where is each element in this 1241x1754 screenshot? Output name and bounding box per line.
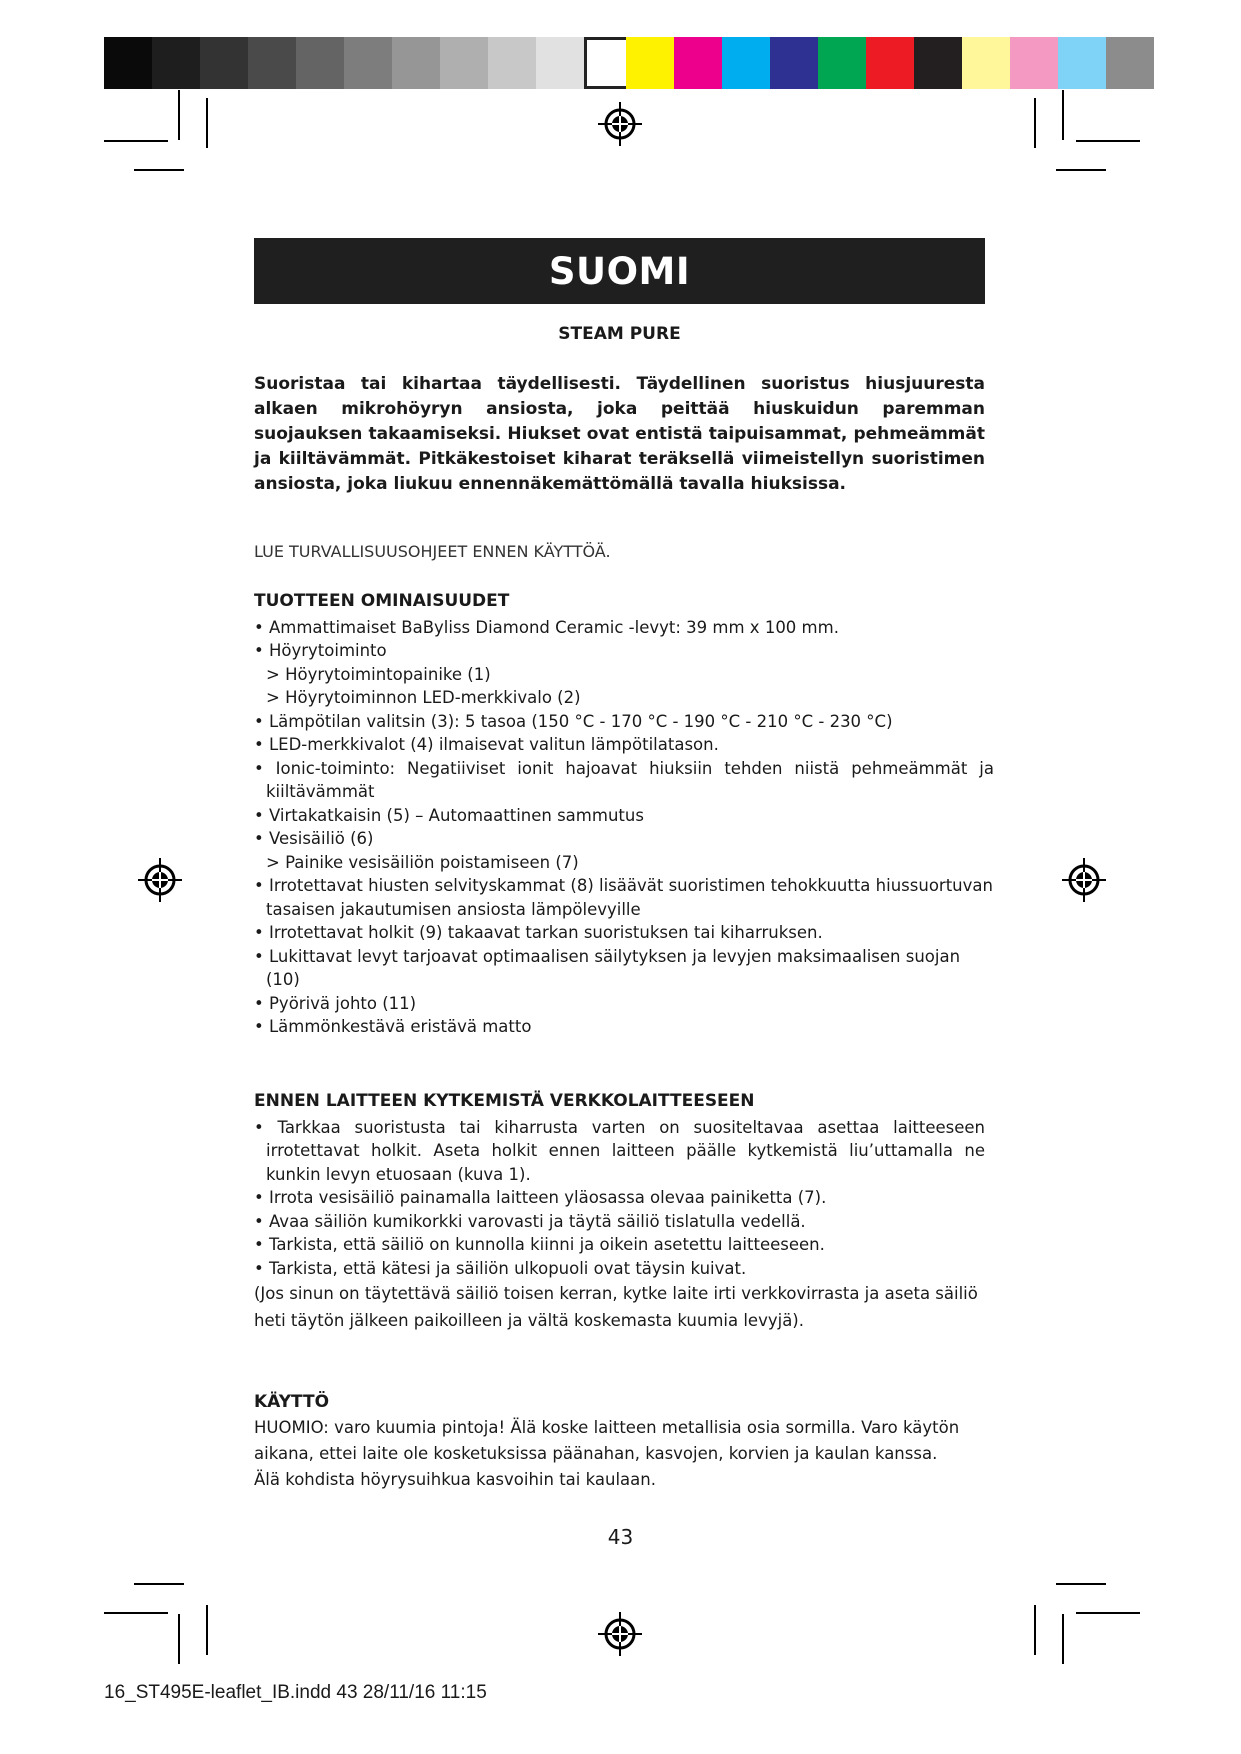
color-swatch xyxy=(674,37,722,89)
crop-mark xyxy=(104,1612,168,1614)
list-item: • Avaa säiliön kumikorkki varovasti ja täytä säiliö tislatulla vedellä. xyxy=(254,1211,806,1231)
color-swatch xyxy=(1010,37,1058,89)
crop-mark xyxy=(1034,98,1036,148)
features-heading: TUOTTEEN OMINAISUUDET xyxy=(254,591,510,611)
list-item: > Höyrytoiminnon LED-merkkivalo (2) xyxy=(266,688,581,707)
list-item: • Ionic-toiminto: Negatiiviset ionit hajoavat hiuksiin tehden niistä pehmeämmät ja kiiltävämmät xyxy=(254,758,994,801)
crop-mark xyxy=(1034,1605,1036,1655)
list-item: • Tarkkaa suoristusta tai kiharrusta varten on suositeltavaa asettaa laitteeseen irrotettavat holkit. Aseta holkit ennen laitteen päälle kytkemistä liu’uttamalla ne kunkin levyn etuosaan (kuva 1). xyxy=(254,1117,985,1184)
before-connecting-heading: ENNEN LAITTEEN KYTKEMISTÄ VERKKOLAITTEESEEN xyxy=(254,1091,755,1111)
list-item: • Vesisäiliö (6) xyxy=(254,829,374,848)
grayscale-color-bar xyxy=(104,37,632,89)
gray-swatch xyxy=(104,37,152,89)
crop-mark xyxy=(178,1614,180,1664)
list-item: • Irrota vesisäiliö painamalla laitteen yläosassa olevaa painiketta (7). xyxy=(254,1188,827,1207)
list-item: • Höyrytoiminto xyxy=(254,641,387,660)
gray-swatch xyxy=(488,37,536,89)
crop-mark xyxy=(1076,1612,1140,1614)
gray-swatch xyxy=(440,37,488,89)
gray-swatch xyxy=(152,37,200,89)
language-title-banner xyxy=(254,238,985,304)
registration-mark-icon xyxy=(138,858,182,902)
gray-swatch xyxy=(248,37,296,89)
list-item: • Tarkista, että säiliö on kunnolla kiinni ja oikein asetettu laitteeseen. xyxy=(254,1235,825,1254)
list-item: > Painike vesisäiliön poistamiseen (7) xyxy=(266,852,579,872)
crop-mark xyxy=(178,90,180,140)
color-swatch xyxy=(722,37,770,89)
usage-warning: Älä kohdista höyrysuihkua kasvoihin tai kaulaan. xyxy=(254,1469,656,1489)
crop-mark xyxy=(1076,140,1140,142)
crop-mark xyxy=(134,169,184,171)
crop-mark xyxy=(1062,1614,1064,1664)
list-item: • Lämmönkestävä eristävä matto xyxy=(254,1017,532,1036)
usage-warning: HUOMIO: varo kuumia pintoja! Älä koske laitteen metallisia osia sormilla. Varo käytön aikana, ettei laite ole kosketuksissa päänahan, kasvojen, korvien ja kaulan kanssa. xyxy=(254,1417,960,1463)
product-subtitle: STEAM PURE xyxy=(558,324,681,344)
gray-swatch xyxy=(296,37,344,89)
color-swatch xyxy=(770,37,818,89)
gray-swatch xyxy=(344,37,392,89)
list-item: • Ammattimaiset BaByliss Diamond Ceramic -levyt: 39 mm x 100 mm. xyxy=(254,617,839,637)
registration-mark-icon xyxy=(598,1612,642,1656)
intro-paragraph: Suoristaa tai kihartaa täydellisesti. Täydellinen suoristus hiusjuuresta alkaen mikrohöyryn ansiosta, joka peittää hiuskuidun paremman suojauksen takaamiseksi. Hiukset ovat entistä taipuisammat, pehmeämmät ja kiiltävämmät. Pitkäkestoiset kiharat teräksellä viimeistellyn suoristimen ansiosta, joka liukuu ennennäkemättömällä tavalla hiuksissa. xyxy=(254,374,985,494)
color-swatch xyxy=(866,37,914,89)
list-item: • Lukittavat levyt tarjoavat optimaalisen säilytyksen ja levyjen maksimaalisen suojan (10) xyxy=(254,946,961,989)
color-swatch xyxy=(914,37,962,89)
note-paragraph: (Jos sinun on täytettävä säiliö toisen kerran, kytke laite irti verkkovirrasta ja aseta säiliö heti täytön jälkeen paikoilleen ja vältä koskemasta kuumia levyjä). xyxy=(254,1284,978,1330)
crop-mark xyxy=(134,1583,184,1585)
list-item: • Virtakatkaisin (5) – Automaattinen sammutus xyxy=(254,805,644,825)
page-number: 43 xyxy=(607,1525,634,1549)
safety-note: LUE TURVALLISUUSOHJEET ENNEN KÄYTTÖÄ. xyxy=(254,542,611,561)
crop-mark xyxy=(1056,1583,1106,1585)
crop-mark xyxy=(1062,90,1064,140)
list-item: • LED-merkkivalot (4) ilmaisevat valitun lämpötilatason. xyxy=(254,735,719,754)
color-swatch xyxy=(818,37,866,89)
list-item: • Lämpötilan valitsin (3): 5 tasoa (150 °C - 170 °C - 190 °C - 210 °C - 230 °C) xyxy=(254,711,893,731)
before-connecting-section xyxy=(254,1090,985,1334)
registration-mark-icon xyxy=(1062,858,1106,902)
crop-mark xyxy=(104,140,168,142)
gray-swatch xyxy=(584,37,632,89)
gray-swatch xyxy=(536,37,584,89)
crop-mark xyxy=(1056,169,1106,171)
list-item: • Tarkista, että kätesi ja säiliön ulkopuoli ovat täysin kuivat. xyxy=(254,1258,747,1278)
list-item: • Irrotettavat hiusten selvityskammat (8) lisäävät suoristimen tehokkuutta hiussuortuvan tasaisen jakautumisen ansiosta lämpölevyille xyxy=(254,876,993,919)
crop-mark xyxy=(206,98,208,148)
file-slug-footer: 16_ST495E-leaflet_IB.indd 43 28/11/16 11:15 xyxy=(104,1682,487,1703)
page-title: SUOMI xyxy=(548,249,691,293)
gray-swatch xyxy=(200,37,248,89)
usage-heading: KÄYTTÖ xyxy=(254,1392,330,1412)
crop-mark xyxy=(206,1605,208,1655)
list-item: • Irrotettavat holkit (9) takaavat tarkan suoristuksen tai kiharruksen. xyxy=(254,923,823,942)
usage-section xyxy=(254,1391,985,1493)
registration-mark-icon xyxy=(598,102,642,146)
color-swatch xyxy=(1058,37,1106,89)
features-section xyxy=(254,590,994,1039)
color-swatch xyxy=(1106,37,1154,89)
gray-swatch xyxy=(392,37,440,89)
list-item: • Pyörivä johto (11) xyxy=(254,993,417,1013)
process-color-bar xyxy=(626,37,1154,89)
color-swatch xyxy=(626,37,674,89)
color-swatch xyxy=(962,37,1010,89)
list-item: > Höyrytoimintopainike (1) xyxy=(266,664,491,684)
